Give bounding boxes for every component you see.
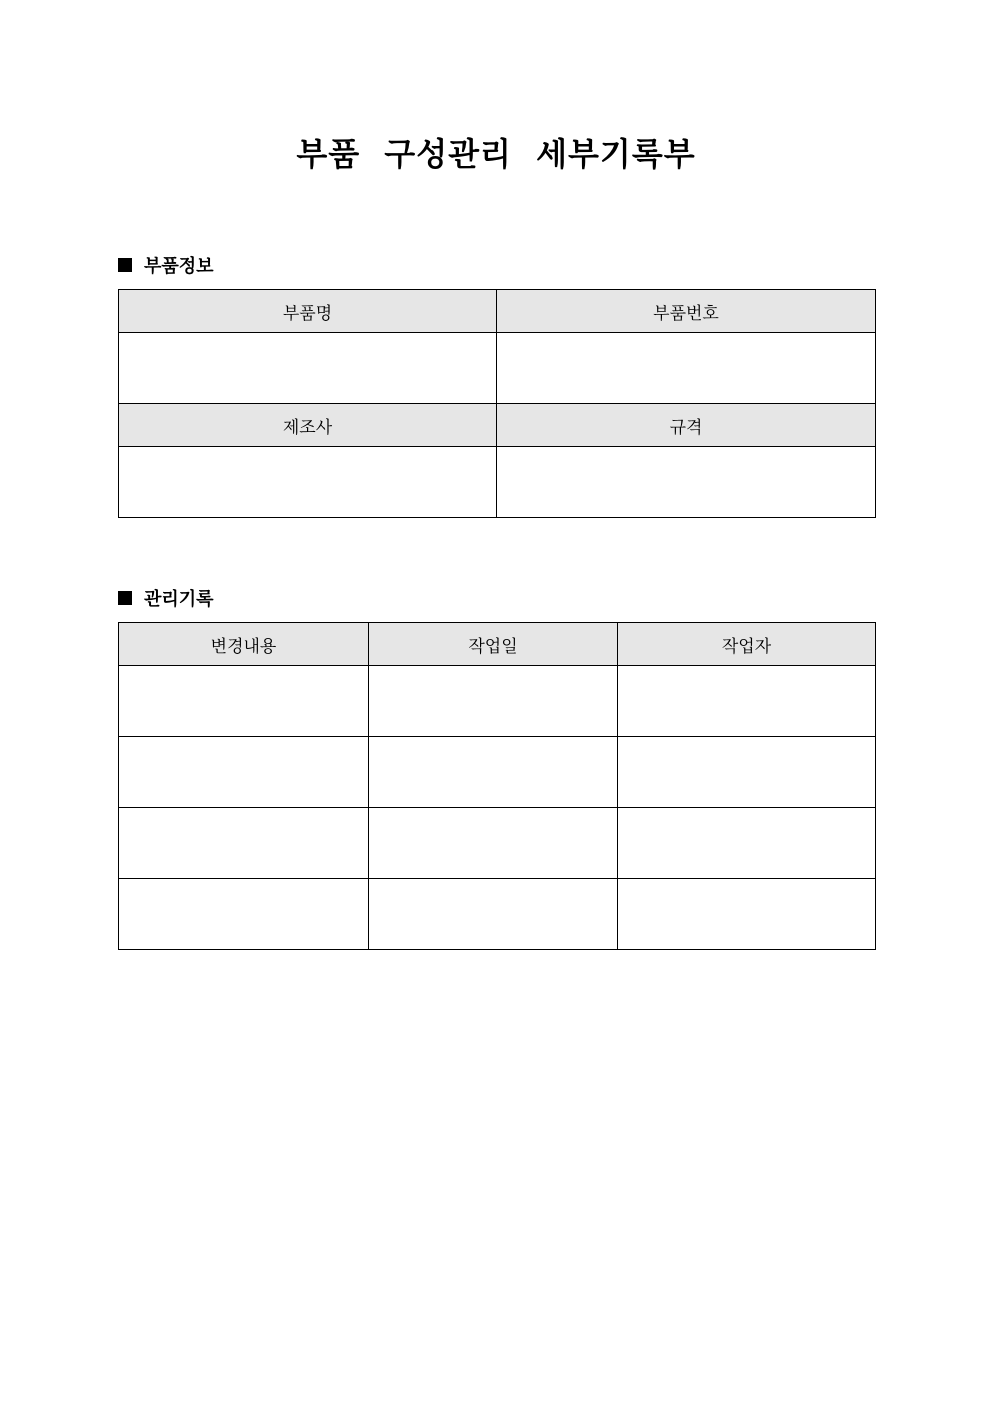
part-info-header-row (119, 290, 876, 333)
specification-label: 규격 (497, 404, 876, 447)
column-header-change-details: 변경내용 (119, 623, 369, 666)
worker-cell[interactable] (618, 737, 876, 808)
change-details-cell[interactable] (119, 737, 369, 808)
table-row (119, 737, 876, 808)
manufacturer-label: 제조사 (119, 404, 497, 447)
change-details-cell[interactable] (119, 879, 369, 950)
part-number-label: 부품번호 (497, 290, 876, 333)
management-record-table (118, 622, 876, 950)
worker-cell[interactable] (618, 879, 876, 950)
part-info-value-row (119, 447, 876, 518)
manufacturer-value[interactable] (119, 447, 497, 518)
part-number-value[interactable] (497, 333, 876, 404)
table-row (119, 666, 876, 737)
work-date-cell[interactable] (369, 666, 618, 737)
column-header-work-date: 작업일 (369, 623, 618, 666)
worker-cell[interactable] (618, 808, 876, 879)
work-date-cell[interactable] (369, 737, 618, 808)
specification-value[interactable] (497, 447, 876, 518)
part-info-table (118, 289, 876, 518)
change-details-cell[interactable] (119, 808, 369, 879)
column-header-worker: 작업자 (618, 623, 876, 666)
document-title: 부품 구성관리 세부기록부 (296, 135, 696, 173)
square-bullet-icon (118, 591, 132, 605)
square-bullet-icon (118, 258, 132, 272)
work-date-cell[interactable] (369, 879, 618, 950)
table-row (119, 808, 876, 879)
part-info-heading-label: 부품정보 (144, 256, 214, 277)
part-info-value-row (119, 333, 876, 404)
part-info-heading (118, 253, 214, 277)
part-name-label: 부품명 (119, 290, 497, 333)
management-record-heading-label: 관리기록 (144, 589, 214, 610)
management-record-heading (118, 586, 214, 610)
part-info-header-row (119, 404, 876, 447)
part-name-value[interactable] (119, 333, 497, 404)
work-date-cell[interactable] (369, 808, 618, 879)
worker-cell[interactable] (618, 666, 876, 737)
table-row (119, 879, 876, 950)
management-record-header-row (119, 623, 876, 666)
change-details-cell[interactable] (119, 666, 369, 737)
